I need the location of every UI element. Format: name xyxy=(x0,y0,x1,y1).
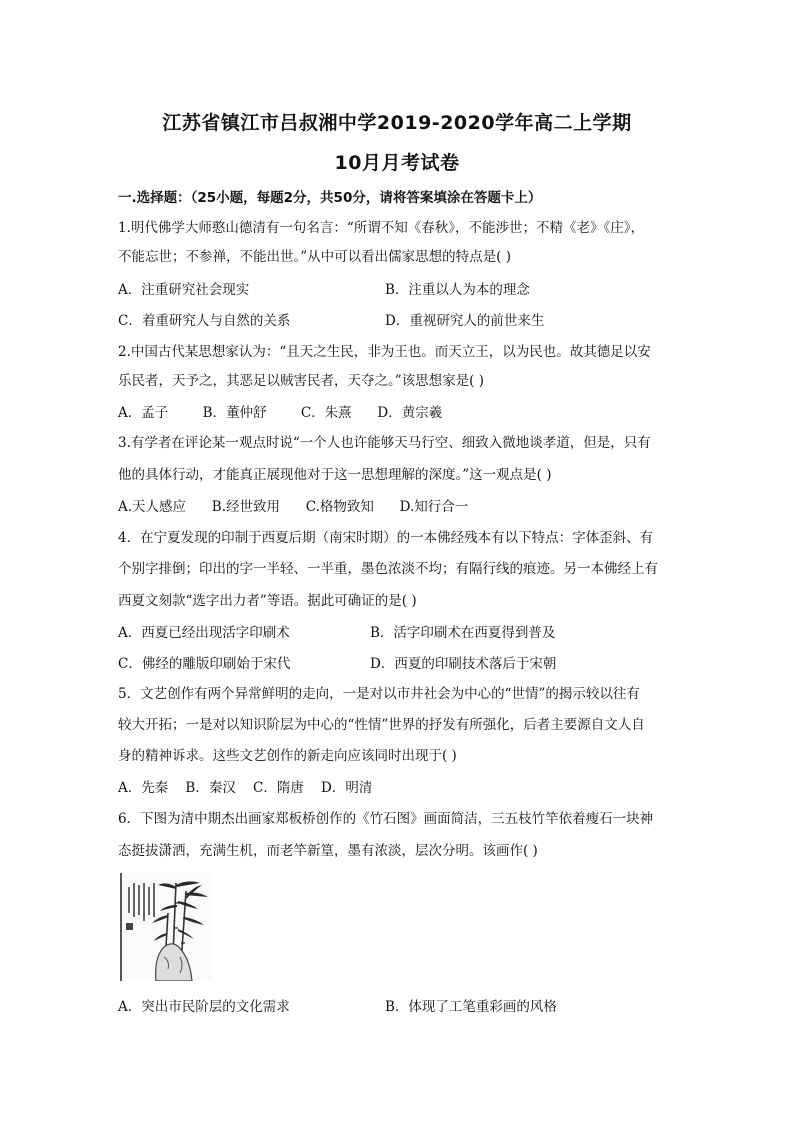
question-1-option-a: A．注重研究社会现实 xyxy=(118,282,250,298)
question-5-stem-line-3: 身的精神诉求。这些文艺创作的新走向应该同时出现于( ) xyxy=(118,748,457,764)
question-1-option-c: C．着重研究人与自然的关系 xyxy=(118,313,291,329)
exam-title-line2: 10月月考试卷 xyxy=(334,152,460,174)
question-4-stem-line-2: 个别字排倒；印出的字一半轻、一半重，墨色浓淡不均；有隔行线的痕迹。另一本佛经上有 xyxy=(118,561,658,577)
question-2-options: A．孟子 B．董仲舒 C．朱熹 D．黄宗羲 xyxy=(118,405,443,421)
question-3-stem-line-1: 3.有学者在评论某一观点时说“一个人也许能够天马行空、细致入微地谈孝道，但是，只有 xyxy=(118,435,651,451)
question-3-stem-line-2: 他的具体行动，才能真正展现他对于这一思想理解的深度。”这一观点是( ) xyxy=(118,467,552,483)
question-4-stem-line-1: 4．在宁夏发现的印制于西夏后期（南宋时期）的一本佛经残本有以下特点：字体歪斜、有 xyxy=(118,530,654,546)
question-5-stem-line-1: 5．文艺创作有两个异常鲜明的走向，一是对以市井社会为中心的“世情”的揭示较以往有 xyxy=(118,686,640,702)
question-3-options: A.天人感应 B.经世致用 C.格物致知 D.知行合一 xyxy=(118,499,469,515)
question-1-stem-line-1: 1.明代佛学大师憨山德清有一句名言：“所谓不知《春秋》，不能涉世；不精《老》《庄》， xyxy=(118,220,645,236)
question-2-stem-line-1: 2.中国古代某思想家认为：“且天之生民，非为王也。而天立王，以为民也。故其德足以安 xyxy=(118,344,651,360)
question-1-option-b: B．注重以人为本的理念 xyxy=(385,282,530,298)
question-1-stem-line-2: 不能忘世；不参禅，不能出世。”从中可以看出儒家思想的特点是( ) xyxy=(118,249,511,265)
question-5-options: A．先秦 B．秦汉 C．隋唐 D．明清 xyxy=(118,780,373,796)
question-1-option-d: D．重视研究人的前世来生 xyxy=(385,313,545,329)
question-4-option-d: D．西夏的印刷技术落后于宋朝 xyxy=(370,656,557,672)
question-2-stem-line-2: 乐民者，天予之，其恶足以贼害民者，天夺之。”该思想家是( ) xyxy=(118,373,484,389)
question-6-option-a: A．突出市民阶层的文化需求 xyxy=(118,999,290,1015)
question-4-stem-line-3: 西夏文刻款“选字出力者”等语。据此可确证的是( ) xyxy=(118,593,417,609)
question-4-option-b: B．活字印刷术在西夏得到普及 xyxy=(370,625,556,641)
question-4-option-c: C．佛经的雕版印刷始于宋代 xyxy=(118,656,291,672)
question-6-stem-line-2: 态挺拔潇洒，充满生机，而老竿新篁，墨有浓淡，层次分明。该画作( ) xyxy=(118,843,538,859)
question-5-stem-line-2: 较大开拓；一是对以知识阶层为中心的“性情”世界的抒发有所强化，后者主要源自文人自 xyxy=(118,717,645,733)
bamboo-rock-painting xyxy=(120,873,212,981)
question-6-stem-line-1: 6．下图为清中期杰出画家郑板桥创作的《竹石图》画面简洁，三五枝竹竿依着瘦石一块神 xyxy=(118,811,654,827)
question-4-option-a: A．西夏已经出现活字印刷术 xyxy=(118,625,290,641)
section-heading: 一.选择题：（25小题，每题2分，共50分，请将答案填涂在答题卡上） xyxy=(118,190,542,206)
question-6-option-b: B．体现了工笔重彩画的风格 xyxy=(385,999,557,1015)
exam-title-line1: 江苏省镇江市吕叔湘中学2019-2020学年高二上学期 xyxy=(162,112,632,134)
